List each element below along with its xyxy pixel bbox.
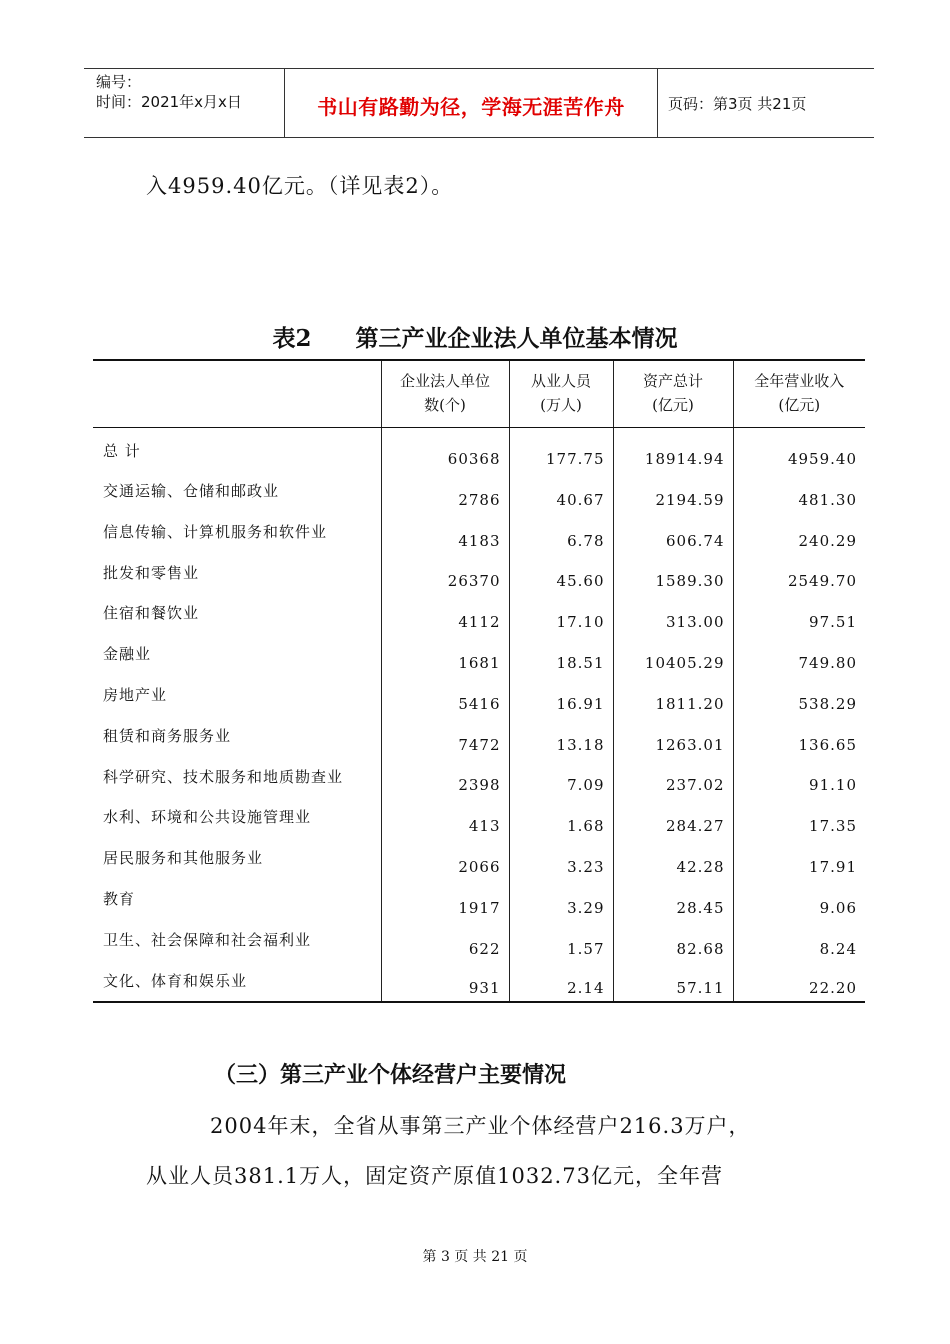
paragraph-line: 2004年末，全省从事第三产业个体经营户216.3万户， — [210, 1114, 751, 1138]
employees-cell: 13.18 — [509, 717, 613, 758]
revenue-cell: 91.10 — [733, 758, 865, 799]
row-name-cell: 房地产业 — [103, 685, 168, 704]
revenue-cell: 538.29 — [733, 676, 865, 717]
table-row — [93, 921, 865, 962]
table-row — [93, 962, 865, 1003]
row-name-cell: 教育 — [103, 889, 136, 908]
revenue-cell: 17.35 — [733, 798, 865, 839]
revenue-cell: 4959.40 — [733, 427, 865, 472]
page-footer: 第 3 页 共 21 页 — [422, 1249, 528, 1265]
assets-cell: 1811.20 — [613, 676, 733, 717]
column-header: 全年营业收入 (亿元) — [733, 360, 865, 427]
document-header — [84, 68, 874, 138]
revenue-cell: 749.80 — [733, 635, 865, 676]
table-row — [93, 554, 865, 595]
units-cell: 1917 — [381, 880, 509, 921]
assets-cell: 237.02 — [613, 758, 733, 799]
employees-cell: 1.57 — [509, 921, 613, 962]
table-row — [93, 798, 865, 839]
units-cell: 60368 — [381, 427, 509, 472]
employees-cell: 177.75 — [509, 427, 613, 472]
revenue-cell: 240.29 — [733, 513, 865, 554]
column-header: 资产总计 (亿元) — [613, 360, 733, 427]
time-label: 时间：2021年x月x日 — [96, 93, 242, 111]
assets-cell: 10405.29 — [613, 635, 733, 676]
revenue-cell: 481.30 — [733, 472, 865, 513]
assets-cell: 42.28 — [613, 839, 733, 880]
employees-cell: 2.14 — [509, 962, 613, 1003]
header-motto-cell — [284, 69, 658, 137]
assets-cell: 82.68 — [613, 921, 733, 962]
revenue-cell: 2549.70 — [733, 554, 865, 595]
table-row — [93, 839, 865, 880]
table-row — [93, 594, 865, 635]
table-title-text: 第三产业企业法人单位基本情况 — [355, 325, 678, 352]
row-name-cell: 总 计 — [103, 441, 141, 460]
assets-cell: 313.00 — [613, 594, 733, 635]
assets-cell: 57.11 — [613, 962, 733, 1003]
table-row — [93, 758, 865, 799]
employees-cell: 1.68 — [509, 798, 613, 839]
table-row — [93, 717, 865, 758]
revenue-cell: 22.20 — [733, 962, 865, 1003]
units-cell: 2786 — [381, 472, 509, 513]
revenue-cell: 8.24 — [733, 921, 865, 962]
employees-cell: 3.23 — [509, 839, 613, 880]
paragraph-line: 从业人员381.1万人，固定资产原值1032.73亿元，全年营 — [146, 1164, 723, 1188]
data-table — [93, 359, 865, 1003]
revenue-cell: 136.65 — [733, 717, 865, 758]
table-row — [93, 676, 865, 717]
assets-cell: 606.74 — [613, 513, 733, 554]
revenue-cell: 17.91 — [733, 839, 865, 880]
row-name-cell: 居民服务和其他服务业 — [103, 849, 264, 868]
employees-cell: 45.60 — [509, 554, 613, 595]
units-cell: 931 — [381, 962, 509, 1003]
header-meta-cell — [84, 69, 284, 137]
units-cell: 622 — [381, 921, 509, 962]
employees-cell: 6.78 — [509, 513, 613, 554]
row-name-cell: 批发和零售业 — [103, 563, 200, 582]
units-cell: 4183 — [381, 513, 509, 554]
employees-cell: 17.10 — [509, 594, 613, 635]
header-blank — [93, 360, 381, 427]
table-row — [93, 427, 865, 472]
units-cell: 7472 — [381, 717, 509, 758]
table-header-row — [93, 360, 865, 427]
table-row — [93, 513, 865, 554]
units-cell: 1681 — [381, 635, 509, 676]
page-label: 页码：第3页 共21页 — [668, 95, 807, 113]
units-cell: 5416 — [381, 676, 509, 717]
row-name-cell: 科学研究、技术服务和地质勘查业 — [103, 767, 344, 786]
column-header: 企业法人单位 数(个) — [381, 360, 509, 427]
employees-cell: 3.29 — [509, 880, 613, 921]
units-cell: 2066 — [381, 839, 509, 880]
row-name-cell: 租赁和商务服务业 — [103, 726, 232, 745]
employees-cell: 16.91 — [509, 676, 613, 717]
row-name-cell: 住宿和餐饮业 — [103, 604, 200, 623]
row-name-cell: 交通运输、仓储和邮政业 — [103, 482, 280, 500]
table-body — [93, 427, 865, 1002]
table-row — [93, 880, 865, 921]
table-row — [93, 472, 865, 513]
number-label: 编号： — [96, 73, 142, 91]
assets-cell: 2194.59 — [613, 472, 733, 513]
units-cell: 4112 — [381, 594, 509, 635]
motto-text: 书山有路勤为径，学海无涯苦作舟 — [317, 95, 625, 119]
row-name-cell: 信息传输、计算机服务和软件业 — [103, 522, 328, 541]
units-cell: 413 — [381, 798, 509, 839]
row-name-cell: 文化、体育和娱乐业 — [93, 962, 381, 1003]
units-cell: 26370 — [381, 554, 509, 595]
revenue-cell: 97.51 — [733, 594, 865, 635]
assets-cell: 28.45 — [613, 880, 733, 921]
assets-cell: 18914.94 — [613, 427, 733, 472]
assets-cell: 284.27 — [613, 798, 733, 839]
row-name-cell: 水利、环境和公共设施管理业 — [103, 808, 312, 827]
revenue-cell: 9.06 — [733, 880, 865, 921]
header-page-cell — [658, 69, 874, 137]
table-row — [93, 635, 865, 676]
row-name-cell: 卫生、社会保障和社会福利业 — [103, 930, 312, 949]
employees-cell: 7.09 — [509, 758, 613, 799]
row-name-cell: 金融业 — [103, 645, 152, 664]
table-number: 表2 — [272, 325, 312, 352]
section-heading: （三）第三产业个体经营户主要情况 — [214, 1062, 567, 1088]
assets-cell: 1263.01 — [613, 717, 733, 758]
table-title — [0, 320, 950, 353]
assets-cell: 1589.30 — [613, 554, 733, 595]
column-header: 从业人员 (万人) — [509, 360, 613, 427]
employees-cell: 40.67 — [509, 472, 613, 513]
units-cell: 2398 — [381, 758, 509, 799]
intro-text: 入4959.40亿元。（详见表2）。 — [146, 174, 454, 198]
employees-cell: 18.51 — [509, 635, 613, 676]
